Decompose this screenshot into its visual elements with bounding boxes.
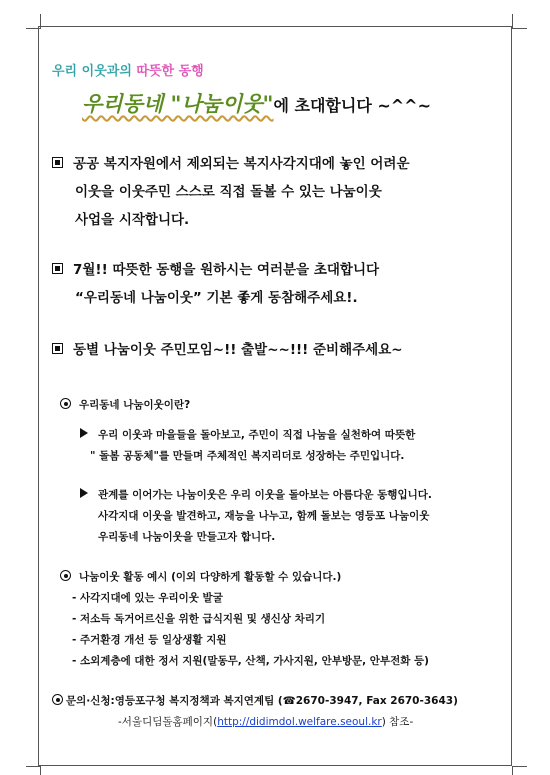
section-2-line: “우리동네 나눔이웃” 기본 좋게 동참해주세요!. [75,290,358,306]
section-3-line: 동별 나눔이웃 주민모임~!! 출발~~!!! 준비해주세요~ [73,342,403,358]
section-2-line: 7월!! 따뜻한 동행을 원하시는 여러분을 초대합니다 [52,256,379,284]
subtitle-part2: 따뜻한 동행 [136,64,204,79]
section-3 [52,336,403,364]
title-rest: 에 초대합니다 ~^^~ [273,96,431,115]
section-1-line: 사업을 시작합니다. [75,212,190,228]
what-is-item-2: 관계를 이어가는 나눔이웃은 우리 이웃을 돌아보는 아름다운 동행입니다. 사각지대 이웃을 발견하고, 재능을 나누고, 함께 돌보는 영등포 나눔이웃 우리동네 나눔이웃을 만들고자 합니다. [80,485,432,548]
subtitle [52,60,204,79]
section-1-line: 공공 복지자원에서 제외되는 복지사각지대에 놓인 어려운 [52,150,409,178]
what-is-heading: 우리동네 나눔이웃이란? [60,397,190,412]
reference-line: -서울디딤돌홈페이지(http://didimdol.welfare.seoul.kr) 참조- [118,716,414,728]
page-corner-mark [26,766,41,775]
page-corner-mark [512,14,527,29]
square-bullet-icon [52,343,63,354]
examples-list [72,588,429,672]
page-title [82,88,431,118]
subtitle-part1: 우리 이웃과의 [52,64,132,79]
list-item: - 주거환경 개선 등 일상생활 지원 [72,634,227,646]
section-1 [52,150,409,234]
triangle-bullet-icon [80,428,88,438]
circle-bullet-icon [52,694,63,705]
website-link[interactable]: http://didimdol.welfare.seoul.kr [217,716,382,728]
list-item: - 저소득 독거어르신을 위한 급식지원 및 생신상 차리기 [72,613,326,625]
section-2 [52,256,379,312]
circle-bullet-icon [60,398,71,409]
square-bullet-icon [52,263,63,274]
list-item: - 소외계층에 대한 정서 지원(말동무, 산책, 가사지원, 안부방문, 안부전화 등) [72,655,429,667]
what-is-item-1: 우리 이웃과 마을들을 돌아보고, 주민이 직접 나눔을 실천하여 따뜻한 " 돌봄 공동체"를 만들며 주체적인 복지리더로 성장하는 주민입니다. [80,425,415,467]
section-1-line: 이웃을 이웃주민 스스로 직접 돌볼 수 있는 나눔이웃 [75,184,382,200]
examples-heading: 나눔이웃 활동 예시 (이외 다양하게 활동할 수 있습니다.) [60,569,341,584]
page-corner-mark [512,766,527,775]
triangle-bullet-icon [80,488,88,498]
list-item: - 사각지대에 있는 우리이웃 발굴 [72,592,223,604]
title-handwritten: 우리동네 "나눔이웃" [82,91,274,116]
square-bullet-icon [52,157,63,168]
circle-bullet-icon [60,570,71,581]
contact-line: 문의·신청:영등포구청 복지정책과 복지연계팀 (☎2670-3947, Fax 2670-3643) [52,693,458,708]
